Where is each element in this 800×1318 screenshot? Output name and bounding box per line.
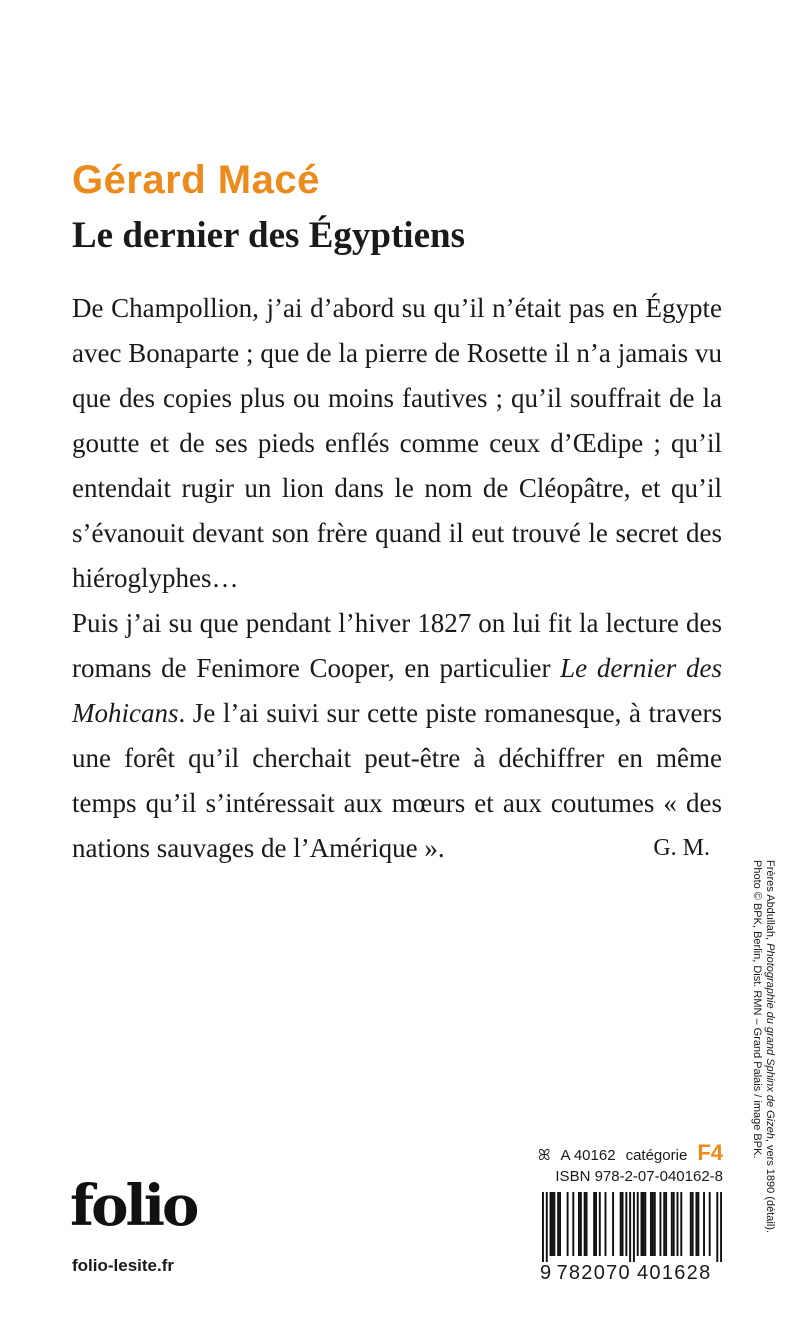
barcode-bar [703,1192,705,1256]
barcode-bar [620,1192,622,1256]
barcode-bar [695,1192,697,1256]
barcode-bar [625,1192,627,1256]
publisher-code-line [538,1140,723,1166]
barcode-bar [584,1192,586,1256]
barcode-bar [546,1192,548,1262]
barcode-bar [595,1192,597,1256]
barcode-bar [578,1192,580,1256]
barcode-bar [551,1192,553,1256]
barcode-bar [720,1192,722,1262]
barcode-bar [677,1192,679,1256]
isbn: ISBN 978-2-07-040162-8 [555,1168,723,1185]
book-title: Le dernier des Égyptiens [72,215,465,256]
category-label: catégorie [625,1147,688,1164]
barcode-bar [629,1192,631,1262]
barcode-digit-prefix: 9 [540,1262,553,1284]
barcode-bar [542,1192,544,1262]
barcode-bar [572,1192,574,1256]
barcode-bar [673,1192,675,1256]
author-initials: G. M. [653,835,710,861]
blurb-italic-title: Le dernier des Mohicans [72,653,722,728]
barcode-bar [580,1192,582,1256]
gallimard-logo-icon: ꕤ [538,1147,551,1164]
blurb-p2-continued: . Je l’ai suivi sur cette piste romanesque, à travers une forêt qu’il cherchait peut-être à déchiffrer en même temps qu’il s’intéressait aux mœurs et aux coutumes « des nations sauvages de l’Amérique ». [72,698,722,863]
photo-credits [750,860,776,1280]
barcode-bar [622,1192,624,1256]
barcode-digit-group-2: 401628 [636,1262,712,1284]
credits-date: , vers 1890 (détail). [764,1138,776,1234]
barcode-bar [680,1192,682,1256]
barcode-bar [559,1192,561,1256]
barcode-bar [612,1192,614,1256]
barcode-bar [557,1192,559,1256]
barcode-bar [663,1192,665,1256]
barcode-bar [652,1192,654,1256]
blurb-p2-text: Puis j’ai su que pendant l’hiver 1827 on lui fit la lecture des romans de Fenimore Cooper, en particulier [72,608,722,683]
publisher-code: A 40162 [560,1147,616,1164]
barcode-digit-group-1: 782070 [556,1262,631,1284]
barcode-bar [690,1192,692,1256]
barcode-bar [605,1192,607,1256]
barcode-bar [567,1192,569,1256]
barcode-bar [692,1192,694,1256]
barcode-number [540,1262,724,1285]
barcode-bar [593,1192,595,1256]
barcode-bar [599,1192,601,1256]
barcode-bar [553,1192,555,1256]
blurb-paragraph-2 [72,601,722,871]
barcode-bar [716,1192,718,1262]
publisher-website: folio-lesite.fr [72,1256,175,1275]
barcode-bar [550,1192,552,1256]
back-cover-blurb [72,286,722,871]
barcode-bar [642,1192,644,1256]
barcode [542,1192,722,1262]
barcode-bar [671,1192,673,1256]
credits-photo-title: Photographie du grand Sphinx de Gizeh [764,943,776,1139]
barcode-bar [659,1192,661,1256]
barcode-bar [633,1192,635,1262]
blurb-paragraph-1: De Champollion, j’ai d’abord su qu’il n’était pas en Égypte avec Bonaparte ; que de la pierre de Rosette il n’a jamais vu que des copies plus ou moins fautives ; qu’il souffrait de la goutte et de ses pieds enflés comme ceux d’Œdipe ; qu’il entendait rugir un lion dans le nom de Cléopâtre, et qu’il s’évanouit devant son frère quand il eut trouvé le secret des hiéroglyphes… [72,293,722,593]
barcode-bar [637,1192,639,1256]
author-name: Gérard Macé [72,158,320,202]
barcode-bar [665,1192,667,1256]
category-code: F4 [697,1140,723,1165]
barcode-bar [650,1192,652,1256]
barcode-bar [644,1192,646,1256]
credits-line-2: Photo © BPK, Berlin, Dist. RMN – Grand Palais / image BPK. [751,860,763,1159]
folio-logo: folio [70,1173,197,1239]
credits-photographer: Frères Abdullah, [764,860,776,944]
barcode-bar [654,1192,656,1256]
barcode-bar [586,1192,588,1256]
barcode-bar [709,1192,711,1256]
credits-line-1 [763,860,776,1280]
barcode-bar [641,1192,643,1256]
barcode-bar [697,1192,699,1256]
